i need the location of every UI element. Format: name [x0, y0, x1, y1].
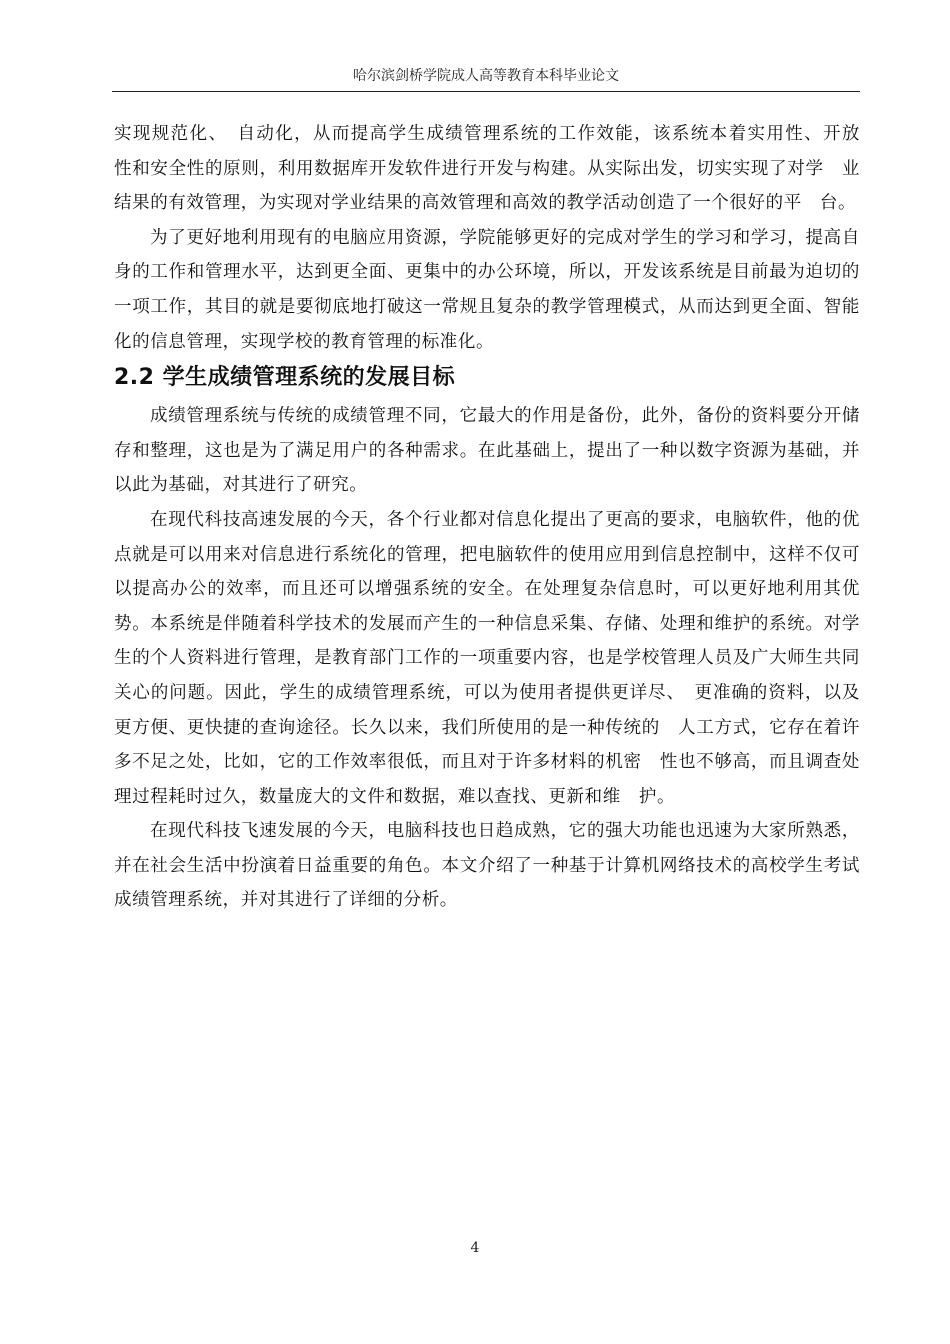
body-paragraph-continued: 实现规范化、 自动化，从而提高学生成绩管理系统的工作效能，该系统本着实用性、开放 性和安全性的原则，利用数据库开发软件进行开发与构建。从实际出发，切实实现了对学 业结果的有效管理，为实现对学业结果的高效管理和高效的教学活动创造了一个很好的平 台。: [114, 124, 879, 214]
body-paragraph: 成绩管理系统与传统的成绩管理不同，它最大的作用是备份，此外，备份的资料要分开储存和整理，这也是为了满足用户的各种需求。在此基础上，提出了一种以数字资源为基础，并以此为基础，对其进行了研究。: [114, 406, 860, 496]
page-number: 4: [470, 1240, 480, 1256]
body-paragraph: 为了更好地利用现有的电脑应用资源，学院能够更好的完成对学生的学习和学习，提高自身的工作和管理水平，达到更全面、更集中的办公环境，所以，开发该系统是目前最为迫切的一项工作，其目的就是要彻底地打破这一常规且复杂的教学管理模式，从而达到更全面、智能化的信息管理，实现学校的教育管理的标准化。: [114, 227, 860, 352]
section-heading: 2.2 学生成绩管理系统的发展目标: [114, 365, 456, 391]
running-header: 哈尔滨剑桥学院成人高等教育本科毕业论文: [353, 68, 619, 84]
page-body: [114, 117, 879, 918]
body-paragraph: 在现代科技飞速发展的今天，电脑科技也日趋成熟，它的强大功能也迅速为大家所熟悉，并在社会生活中扮演着日益重要的角色。本文介绍了一种基于计算机网络技术的高校学生考试成绩管理系统，并对其进行了详细的分析。: [114, 821, 860, 911]
body-paragraph: 在现代科技高速发展的今天，各个行业都对信息化提出了更高的要求，电脑软件，他的优点就是可以用来对信息进行系统化的管理，把电脑软件的使用应用到信息控制中，这样不仅可以提高办公的效率，而且还可以增强系统的安全。在处理复杂信息时，可以更好地利用其优势。本系统是伴随着科学技术的发展而产生的一种信息采集、存储、处理和维护的系统。对学生的个人资料进行管理，是教育部门工作的一项重要内容，也是学校管理人员及广大师生共同关心的问题。因此，学生的成绩管理系统，可以为使用者提供更详尽、 更准确的资料，以及更方便、更快捷的查询途径。长久以来，我们所使用的是一种传统的 人工方式，它存在着许多不足之处，比如，它的工作效率很低，而且对于许多材料的机密 性也不够高，而且调查处理过程耗时过久，数量庞大的文件和数据，难以查找、更新和维 护。: [114, 509, 860, 807]
header-divider: [112, 91, 860, 92]
